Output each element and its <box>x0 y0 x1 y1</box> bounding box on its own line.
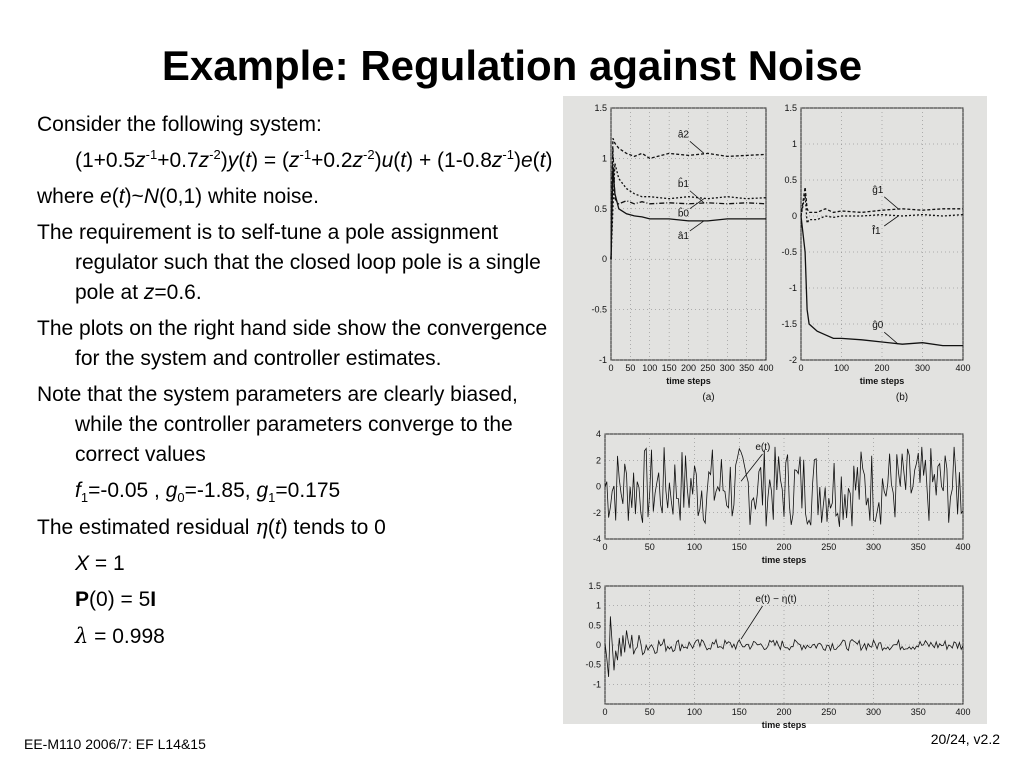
x-tick-label: 350 <box>910 542 926 552</box>
series-label: f̂1 <box>872 226 881 237</box>
controller-values: $f_1=-0.05$ , $g_0=-1.85$, $g_1=0.175$ <box>75 479 341 506</box>
y-tick-label: -4 <box>592 534 601 544</box>
x-tick-label: 400 <box>955 707 971 717</box>
residual-text: The estimated residual η(t) tends to 0 <box>37 515 386 539</box>
plot-caption: (a) <box>702 392 715 403</box>
x-tick-label: 200 <box>776 542 792 552</box>
annotation-arrow <box>741 454 762 481</box>
footer-page: 20/24, v2.2 <box>930 731 1000 747</box>
y-tick-label: 1 <box>601 153 607 164</box>
series-pointer <box>690 141 704 153</box>
x-axis-label: time steps <box>761 555 807 565</box>
y-tick-label: -1 <box>598 355 607 365</box>
x-tick-label: 150 <box>661 363 677 373</box>
series-pointer <box>690 221 704 231</box>
x-tick-label: 50 <box>625 363 636 373</box>
x-tick-label: 0 <box>602 707 608 717</box>
x-tick-label: 400 <box>955 542 971 552</box>
y-tick-label: 1.5 <box>784 103 797 113</box>
y-tick-label: 0.5 <box>594 203 607 214</box>
annotation-arrow <box>741 606 762 639</box>
x-tick-label: 100 <box>686 542 703 552</box>
y-tick-label: -1 <box>592 679 601 690</box>
x-tick-label: 300 <box>865 707 882 717</box>
lambda-setting: λ = 0.998 <box>75 624 165 648</box>
p-setting: P(0) = 5I <box>75 588 157 611</box>
system-equation: $(1+0.5z^{-1}+0.7z^{-2})y(t) = (z^{-1}+0.2z^{-2})u(t) + (1-0.8z^{-1})e(t)$ <box>75 147 553 172</box>
x-tick-label: 200 <box>680 363 697 373</box>
x-setting: X = 1 <box>75 552 125 575</box>
x-tick-label: 100 <box>833 363 850 373</box>
y-tick-label: 0.5 <box>588 620 601 631</box>
x-tick-label: 100 <box>686 707 703 717</box>
x-tick-label: 200 <box>776 707 792 717</box>
y-tick-label: -2 <box>788 355 797 365</box>
x-tick-label: 200 <box>874 363 890 373</box>
series-label: ĝ1 <box>872 184 884 196</box>
series-label: b̂0 <box>677 208 689 220</box>
plot-annotation: e(t) − η(t) <box>755 594 797 605</box>
footer-course: EE-M110 2006/7: EF L14&15 <box>24 736 206 752</box>
x-tick-label: 250 <box>700 363 716 373</box>
slide-title: Example: Regulation against Noise <box>161 42 863 89</box>
x-tick-label: 0 <box>608 363 614 373</box>
x-tick-label: 400 <box>955 363 971 373</box>
x-axis-label: time steps <box>859 376 905 386</box>
y-tick-label: 1 <box>595 600 601 611</box>
series-pointer <box>884 197 898 209</box>
noise-definition: where e(t)~N(0,1) white noise. <box>37 185 319 208</box>
intro-text: Consider the following system: <box>37 113 322 136</box>
series-label: b̂1 <box>677 178 689 190</box>
x-tick-label: 150 <box>731 542 747 552</box>
y-tick-label: -0.5 <box>781 247 797 257</box>
x-tick-label: 300 <box>865 542 882 552</box>
y-tick-label: 1 <box>791 139 797 149</box>
scanned-plots-panel <box>563 96 987 730</box>
y-tick-label: 0 <box>595 481 601 492</box>
requirement-text: The requirement is to self-tune a pole assignment regulator such that the closed loop pole is a single pole at z=0.6. <box>37 221 541 304</box>
series-label: â2 <box>677 129 689 141</box>
plots-figure <box>563 96 987 730</box>
x-axis-label: time steps <box>666 376 711 386</box>
y-tick-label: 0 <box>791 211 797 221</box>
y-tick-label: -1.5 <box>781 319 797 329</box>
y-tick-label: 1.5 <box>594 103 607 113</box>
series-pointer <box>690 191 704 203</box>
y-tick-label: 2 <box>595 455 601 466</box>
y-tick-label: 1.5 <box>588 581 601 591</box>
y-tick-label: -1 <box>788 283 797 293</box>
plot-caption: (b) <box>895 392 909 403</box>
x-tick-label: 100 <box>642 363 658 373</box>
x-tick-label: 50 <box>644 707 655 717</box>
x-tick-label: 300 <box>719 363 735 373</box>
x-tick-label: 150 <box>731 707 747 717</box>
series-pointer <box>884 216 898 226</box>
x-tick-label: 350 <box>910 707 926 717</box>
bias-note: Note that the system parameters are clearly biased, while the controller parameters converge to the correct values <box>37 383 518 466</box>
series-label: ĝ0 <box>872 320 884 332</box>
x-tick-label: 350 <box>739 363 755 373</box>
y-tick-label: 0.5 <box>784 175 797 185</box>
x-tick-label: 400 <box>758 363 774 373</box>
x-tick-label: 250 <box>821 707 837 717</box>
x-tick-label: 0 <box>602 542 608 552</box>
series-label: â1 <box>677 230 689 242</box>
slide-body <box>37 110 557 658</box>
y-tick-label: 0 <box>601 254 607 265</box>
y-tick-label: -0.5 <box>591 304 607 315</box>
plot-annotation: e(t) <box>755 442 771 453</box>
x-tick-label: 250 <box>821 542 837 552</box>
y-tick-label: -0.5 <box>585 659 601 670</box>
x-tick-label: 50 <box>644 542 655 552</box>
y-tick-label: 4 <box>595 429 601 439</box>
x-tick-label: 0 <box>798 363 804 373</box>
plots-description: The plots on the right hand side show the convergence for the system and controller estimates. <box>37 317 548 370</box>
x-axis-label: time steps <box>761 720 807 730</box>
x-tick-label: 300 <box>914 363 931 373</box>
y-tick-label: -2 <box>592 507 601 518</box>
y-tick-label: 0 <box>595 640 601 650</box>
